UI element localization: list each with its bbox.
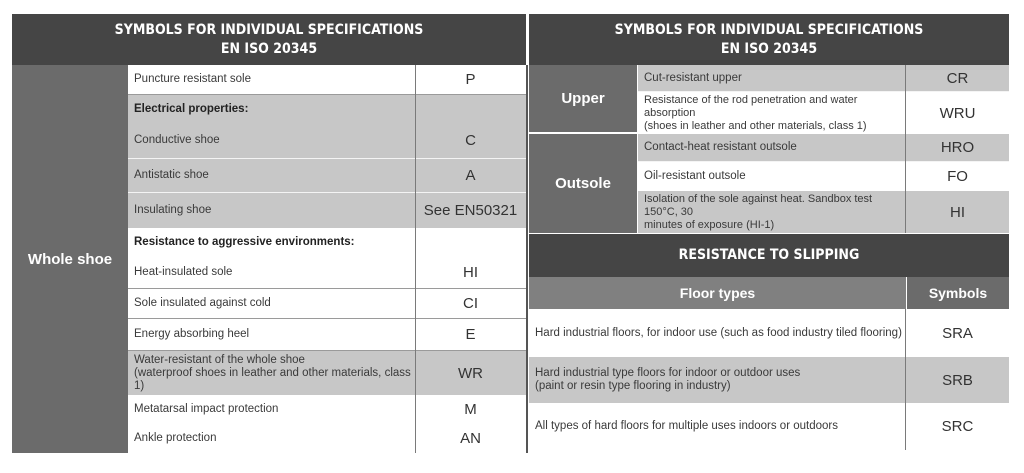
row-symbol-src: SRC — [906, 403, 1009, 450]
row-label-metatarsal: Metatarsal impact protection — [128, 395, 415, 423]
row-label-insulating: Insulating shoe — [128, 193, 415, 228]
row-label-oil-resistant: Oil-resistant outsole — [638, 162, 906, 191]
row-symbol-cold-insulated: CI — [415, 289, 526, 319]
row-symbol-insulating: See EN50321 — [415, 193, 526, 228]
left-table-header — [12, 14, 526, 65]
row-label-src: All types of hard floors for multiple uses indoors or outdoors — [529, 403, 906, 450]
rod-penetration-line1: Resistance of the rod penetration and water absorption — [644, 93, 858, 119]
row-symbol-srb: SRB — [906, 357, 1009, 403]
row-label-srb — [529, 357, 906, 403]
row-label-sole-isolation — [638, 191, 906, 233]
water-resistant-line2: (waterproof shoes in leather and other materials, class 1) — [134, 366, 411, 392]
rod-penetration-line2: (shoes in leather and other materials, class 1) — [644, 119, 867, 132]
right-table-header — [529, 14, 1009, 65]
row-label-antistatic: Antistatic shoe — [128, 159, 415, 193]
left-column-divider — [415, 65, 416, 453]
row-symbol-oil-resistant: FO — [906, 162, 1009, 191]
floor-types-header: Floor types — [529, 277, 906, 309]
row-symbol-antistatic: A — [415, 159, 526, 193]
row-label-energy-heel: Energy absorbing heel — [128, 319, 415, 351]
right-column-divider-top — [905, 65, 906, 233]
row-label-ankle: Ankle protection — [128, 423, 415, 453]
row-symbol-electrical — [415, 95, 526, 123]
srb-line2: (paint or resin type flooring in industry) — [535, 380, 731, 392]
row-symbol-puncture: P — [415, 65, 526, 95]
row-symbol-heat-insulated: HI — [415, 256, 526, 289]
row-symbol-sra: SRA — [906, 309, 1009, 357]
row-symbol-conductive: C — [415, 123, 526, 159]
srb-line1: Hard industrial type floors for indoor or outdoor uses — [535, 367, 801, 379]
upper-group-label: Upper — [529, 65, 637, 134]
row-label-contact-heat: Contact-heat resistant outsole — [638, 134, 906, 162]
row-symbol-aggressive-env — [415, 228, 526, 256]
whole-shoe-group-label: Whole shoe — [12, 65, 128, 453]
right-column-divider-bottom — [905, 309, 906, 450]
left-header-standard: EN ISO 20345 — [220, 40, 318, 57]
row-symbol-water-resistant: WR — [415, 351, 526, 395]
row-symbol-ankle: AN — [415, 423, 526, 453]
row-symbol-rod-penetration: WRU — [906, 92, 1009, 134]
row-label-heat-insulated: Heat-insulated sole — [128, 256, 415, 289]
water-resistant-line1: Water-resistant of the whole shoe — [134, 353, 305, 366]
row-symbol-metatarsal: M — [415, 395, 526, 423]
row-symbol-contact-heat: HRO — [906, 134, 1009, 162]
row-label-cold-insulated: Sole insulated against cold — [128, 289, 415, 319]
row-label-water-resistant — [128, 351, 415, 395]
right-header-title: SYMBOLS FOR INDIVIDUAL SPECIFICATIONS — [614, 21, 924, 38]
right-header-standard: EN ISO 20345 — [720, 40, 818, 57]
row-label-aggressive-env: Resistance to aggressive environments: — [128, 228, 415, 256]
row-label-cut-resistant: Cut-resistant upper — [638, 65, 906, 92]
row-label-electrical: Electrical properties: — [128, 95, 415, 123]
row-symbol-energy-heel: E — [415, 319, 526, 351]
row-label-rod-penetration — [638, 92, 906, 134]
row-symbol-cut-resistant: CR — [906, 65, 1009, 92]
row-label-conductive: Conductive shoe — [128, 123, 415, 159]
outsole-group-label: Outsole — [529, 134, 637, 233]
left-header-title: SYMBOLS FOR INDIVIDUAL SPECIFICATIONS — [114, 21, 424, 38]
slip-header: RESISTANCE TO SLIPPING — [529, 234, 1009, 277]
symbols-header: Symbols — [907, 277, 1009, 309]
left-table-right-border — [526, 65, 528, 453]
sole-isolation-line2: minutes of exposure (HI-1) — [644, 218, 775, 231]
row-symbol-sole-isolation: HI — [906, 191, 1009, 233]
sole-isolation-line1: Isolation of the sole against heat. Sandbox test 150°C, 30 — [644, 192, 873, 218]
row-label-puncture: Puncture resistant sole — [128, 65, 415, 95]
row-label-sra: Hard industrial floors, for indoor use (such as food industry tiled flooring) — [529, 309, 906, 357]
